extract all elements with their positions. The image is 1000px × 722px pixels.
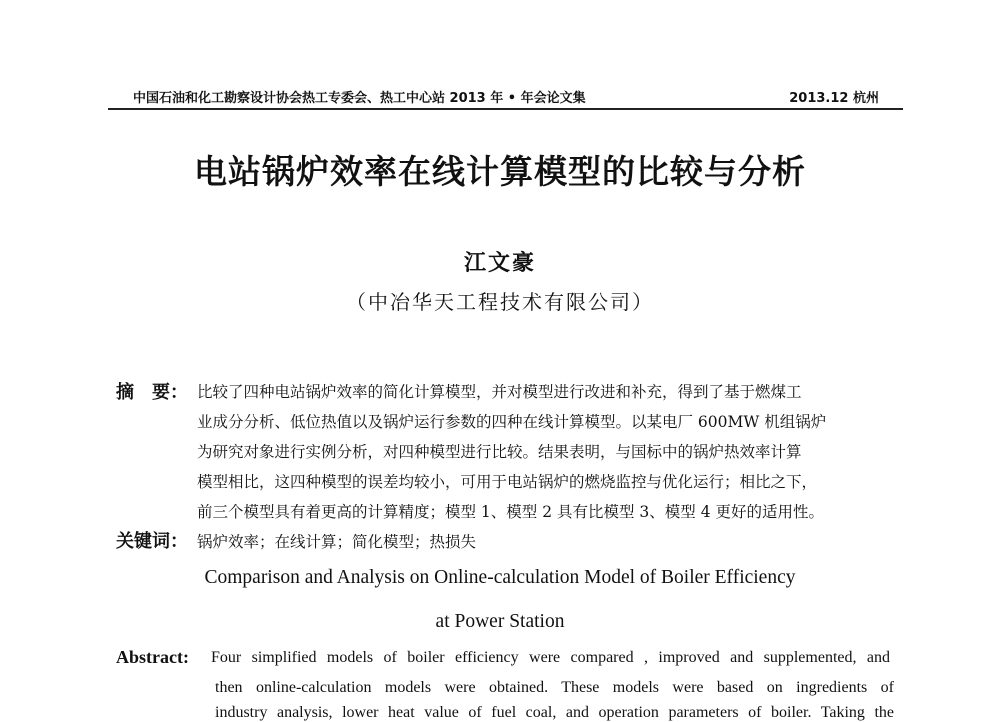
english-title-line-1: Comparison and Analysis on Online-calculation Model of Boiler Efficiency xyxy=(204,567,796,588)
abstract-en-line: Four simplified models of boiler efficiency were compared , improved and supplemented, and xyxy=(211,649,890,666)
keywords-label: 关键词： xyxy=(116,531,188,552)
abstract-cn-label: 摘 要： xyxy=(116,382,188,403)
paper-title: 电站锅炉效率在线计算模型的比较与分析 xyxy=(194,152,806,191)
abstract-en-line-clipped: industry analysis, lower heat value of fuel coal, and operation parameters of boiler. Taking the xyxy=(215,704,894,721)
header-proceedings-title: 中国石油和化工勘察设计协会热工专委会、热工中心站 2013 年 • 年会论文集 xyxy=(133,91,586,106)
abstract-cn-line: 为研究对象进行实例分析，对四种模型进行比较。结果表明，与国标中的锅炉热效率计算 xyxy=(197,443,802,461)
abstract-cn-line: 比较了四种电站锅炉效率的简化计算模型，并对模型进行改进和补充，得到了基于燃煤工 xyxy=(197,383,802,401)
header-date-location: 2013.12 杭州 xyxy=(789,91,879,106)
keywords-text: 锅炉效率；在线计算；简化模型；热损失 xyxy=(197,533,477,551)
author-name: 江文豪 xyxy=(463,250,536,276)
author-affiliation: （中冶华天工程技术有限公司） xyxy=(346,290,654,314)
abstract-cn-line: 业成分分析、低位热值以及锅炉运行参数的四种在线计算模型。以某电厂 600MW 机组锅炉 xyxy=(197,413,827,431)
abstract-en-line: then online-calculation models were obtained. These models were based on ingredients of xyxy=(215,679,894,696)
abstract-en-label: Abstract: xyxy=(116,647,189,667)
abstract-cn-line: 模型相比，这四种模型的误差均较小，可用于电站锅炉的燃烧监控与优化运行；相比之下， xyxy=(197,473,818,491)
abstract-cn-line: 前三个模型具有着更高的计算精度；模型 1、模型 2 具有比模型 3、模型 4 更好的适用性。 xyxy=(197,503,825,521)
running-header xyxy=(108,84,903,110)
english-title-line-2: at Power Station xyxy=(435,611,565,632)
